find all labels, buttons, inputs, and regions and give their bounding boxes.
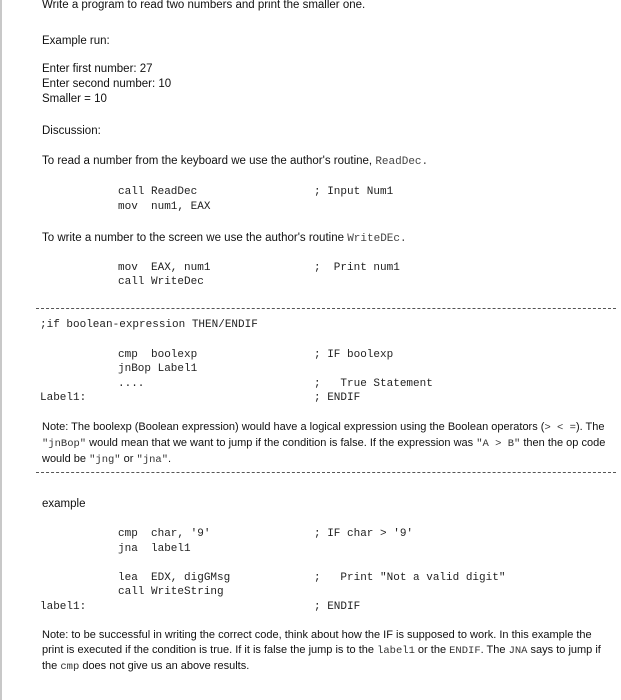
example-code-line-4: call WriteString [118,586,224,598]
example-label: example [42,498,86,510]
example-code-line-1: cmp char, '9' [118,528,211,540]
run-line-2: Enter second number: 10 [42,78,172,90]
note-if-explanation [42,628,616,675]
read-code-line-1: call ReadDec [118,186,198,198]
note2-code-cmp: cmp [60,661,80,673]
note1-text-5: or [120,453,137,465]
if-code-line-1: cmp boolexp [118,349,198,361]
note2-code-endif: ENDIF [449,645,481,657]
note1-code-jng: "jng" [89,454,121,466]
dashed-divider-bottom [36,472,616,473]
example-code-line-2: jna label1 [118,543,191,555]
page-title: Write a program to read two numbers and print the smaller one. [42,0,366,11]
left-border [0,0,2,700]
read-routine-name: ReadDec. [375,156,429,168]
note2-text-3: . The [480,644,509,656]
if-code-line-3: .... [118,378,145,390]
example-code-comment-1: ; IF char > '9' [314,528,414,540]
write-code-comment-1: ; Print num1 [314,262,400,274]
example-label1: label1: [40,601,87,613]
note-boolexp [42,420,616,468]
read-code-line-2: mov num1, EAX [118,201,211,213]
note2-text-5: does not give us an above results. [79,660,250,672]
write-paragraph [42,231,407,246]
write-paragraph-text: To write a number to the screen we use the author's routine [42,232,348,244]
note1-text-6: . [168,453,172,465]
note1-code-expr: "A > B" [476,438,521,450]
note2-code-jna: JNA [508,645,528,657]
note1-text-4: then the op code would be [42,437,606,465]
run-line-3: Smaller = 10 [42,93,107,105]
read-paragraph-text: To read a number from the keyboard we use the author's routine, [42,155,376,167]
read-code-comment-1: ; Input Num1 [314,186,394,198]
example-code-line-3: lea EDX, digGMsg [118,572,231,584]
note2-code-label1: label1 [377,645,415,657]
note2-text-2: or the [414,644,450,656]
read-paragraph [42,154,428,169]
note1-operators: > < = [544,422,576,434]
note2-text-4: says to jump if the [42,644,601,672]
if-label: Label1: [40,392,87,404]
example-code-comment-3: ; Print "Not a valid digit" [314,572,506,584]
note1-code-jnbop: "jnBop" [42,438,87,450]
write-code-line-1: mov EAX, num1 [118,262,211,274]
note1-text-1: Note: The boolexp (Boolean expression) would have a logical expression using the Boolean operators ( [42,421,545,433]
dashed-divider-top [36,308,616,309]
example-run-label: Example run: [42,35,110,47]
run-line-1: Enter first number: 27 [42,63,153,75]
note2-text-1: Note: to be successful in writing the correct code, think about how the IF is supposed to work. In this example the print is executed if the condition is true. If it is false the jump is to the [42,629,592,656]
if-code-comment-3: ; True Statement [314,378,433,390]
note1-text-2: ). The [575,421,605,433]
note1-text-3: would mean that we want to jump if the condition is false. If the expression was [86,437,477,449]
write-code-line-2: call WriteDec [118,276,204,288]
write-routine-name: WriteDEc. [347,233,407,245]
note1-code-jna: "jna" [136,454,169,466]
discussion-label: Discussion: [42,125,101,137]
if-code-comment-4: ; ENDIF [314,392,361,404]
example-code-comment-5: ; ENDIF [314,601,361,613]
if-code-comment-1: ; IF boolexp [314,349,394,361]
if-code-line-2: jnBop Label1 [118,363,198,375]
if-block-header: ;if boolean-expression THEN/ENDIF [40,319,258,331]
